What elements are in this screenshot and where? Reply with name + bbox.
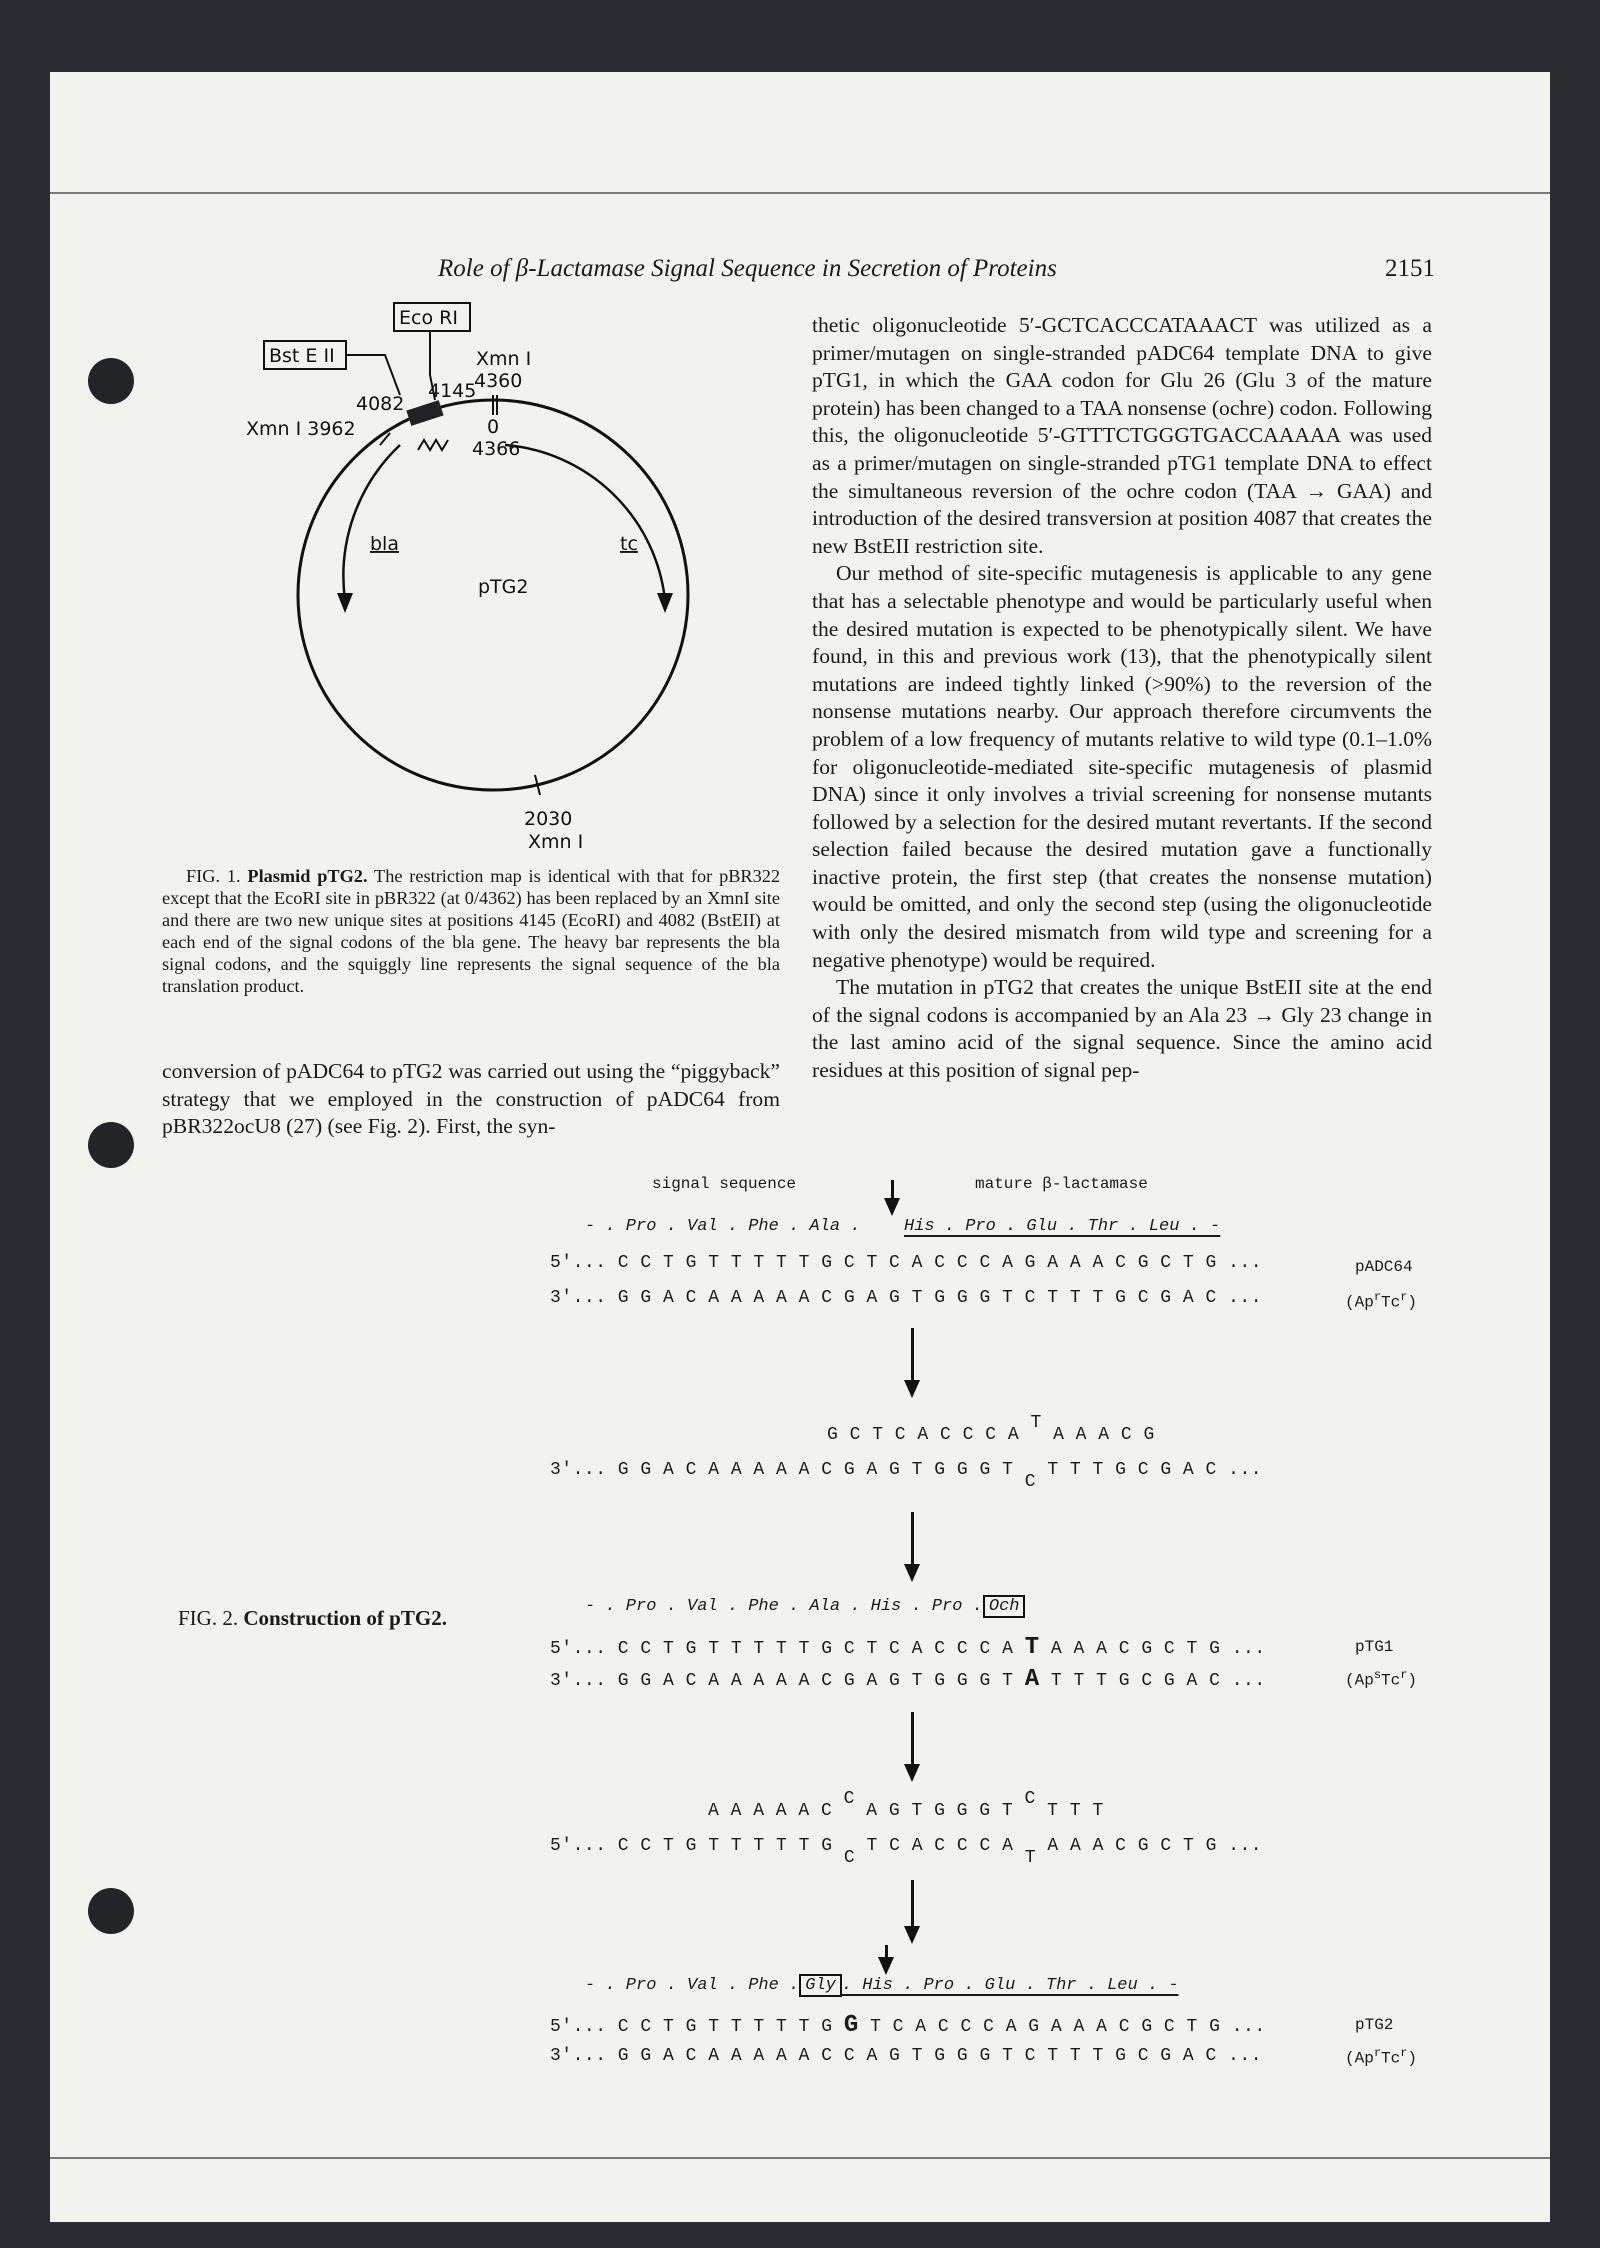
label-4366: 4366 [472,438,521,460]
label-2030: 2030 [524,808,573,830]
step-arrow-3-shaft [911,1712,914,1766]
binder-hole-top [88,358,134,404]
phenotype-ptg2: (Ap$^r$Tc$^r$) [1345,2046,1418,2068]
bottom-rule [50,2157,1550,2159]
label-xmn-left: Xmn I 3962 [246,418,356,440]
step-arrow-2 [904,1564,920,1582]
phenotype-padc64: (Ap$^r$Tc$^r$) [1345,1290,1418,1312]
label-xmn-top: Xmn I [476,348,532,370]
fig1-caption-title: Plasmid pTG2. [247,866,368,886]
right-paragraph-3: The mutation in pTG2 that creates the unique BstEII site at the end of the signal codons is accompanied by an Ala 23 → Gly 23 change in the last amino acid of the signal sequence. Since the amino acid residues at this position of signal pep- [812,975,1432,1083]
left-paragraph: conversion of pADC64 to pTG2 was carried out using the “piggyback” strategy that we employed in the construction of pADC64 from pBR322ocU8 (27) (see Fig. 2). First, the syn- [162,1059,780,1139]
fig1-caption-lead: FIG. 1. [186,866,241,886]
label-0: 0 [487,416,500,438]
step-arrow-1 [904,1380,920,1398]
step-arrow-4 [904,1926,920,1944]
cleavage-arrow-1-shaft [891,1180,894,1200]
seq-row-5-top: 5'... C C T G T T T T T G G T C A C C C A G A A A C G C T G ... [550,2012,1266,2039]
left-column [162,1058,780,1141]
right-paragraph-1: thetic oligonucleotide 5′-GCTCACCCATAAACT was utilized as a primer/mutagen on single-stranded pADC64 template DNA to give pTG1, in which the GAA codon for Glu 26 (Glu 3 of the mature protein) has been changed to a TAA nonsense (ochre) codon. Following this, the oligonucleotide 5′-GTTTCTGGGTGACCAAAAA was used as a primer/mutagen on single-stranded pTG1 template DNA to effect the simultaneous reversion of the ochre codon (TAA → GAA) and introduction of the desired transversion at position 4087 that creates the new BstEII restriction site. [812,313,1432,558]
fig2-caption [178,1606,447,1631]
signal-sequence-label: signal sequence [652,1175,797,1193]
gly-codon-box: Gly [799,1974,842,1997]
signal-codons-bar [406,400,443,426]
plasmid-map [240,295,710,855]
aa-row-1-mature: His . Pro . Glu . Thr . Leu . - [904,1217,1221,1236]
step-arrow-4-shaft [911,1880,914,1928]
running-header: Role of β-Lactamase Signal Sequence in Secretion of Proteins [438,255,1057,282]
page-number: 2151 [1385,255,1435,282]
label-xmn-bottom: Xmn I [528,831,584,853]
label-4360: 4360 [474,370,523,392]
mature-label: mature β-lactamase [975,1175,1148,1193]
oligo-2: A A A A A C C A G T G G G T C T T T [708,1789,1104,1821]
phenotype-ptg1: (Ap$^s$Tc$^r$) [1345,1668,1418,1690]
aa-row-1-signal: - . Pro . Val . Phe . Ala . [585,1217,861,1236]
step-arrow-2-shaft [911,1512,914,1566]
seq-row-2-bottom: 3'... G G A C A A A A A C G A G T G G G T C T T T G C G A C ... [550,1460,1263,1492]
aa-row-3: - . Pro . Val . Phe . Ala . His . Pro . Och [585,1597,1025,1616]
fig2-caption-title: Construction of pTG2. [243,1606,447,1630]
plasmid-name-ptg1: pTG1 [1355,1638,1394,1656]
aa-row-5: - . Pro . Val . Phe . Gly . His . Pro . Glu . Thr . Leu . - [585,1976,1179,1995]
right-column [812,312,1432,1085]
step-arrow-1-shaft [911,1328,914,1382]
label-4145: 4145 [428,380,477,402]
seq-row-1-top: 5'... C C T G T T T T T G C T C A C C C A G A A A C G C T G ... [550,1253,1263,1273]
bla-arrow [343,445,400,600]
top-rule [50,192,1550,194]
step-arrow-3 [904,1764,920,1782]
cleavage-arrow-1 [884,1198,900,1216]
ochre-codon-box: Och [983,1595,1026,1618]
signal-sequence-squiggle [418,440,448,450]
fig1-caption [162,865,780,997]
fig2-caption-lead: FIG. 2. [178,1606,239,1630]
seq-row-4-top: 5'... C C T G T T T T T G C T C A C C C A T A A A C G C T G ... [550,1836,1263,1868]
label-tc: tc [620,533,638,555]
label-bsteii: Bst E II [269,345,335,367]
fig1-caption-body: The restriction map is identical with that for pBR322 except that the EcoRI site in pBR322 (at 0/4362) has been replaced by an XmnI site and there are two new unique sites at positions 4145 (EcoRI) and 4082 (BstEII) at each end of the signal codons of the bla gene. The heavy bar represents the bla signal codons, and the squiggly line represents the signal sequence of the bla translation product. [162,866,781,996]
binder-hole-bottom [88,1888,134,1934]
seq-row-1-bottom: 3'... G G A C A A A A A C G A G T G G G T C T T T G C G A C ... [550,1288,1263,1308]
seq-row-5-bottom: 3'... G G A C A A A A A C C A G T G G G T C T T T G C G A C ... [550,2046,1263,2066]
oligo-1: G C T C A C C C A T A A A C G [827,1413,1155,1445]
label-ptg2: pTG2 [478,576,529,598]
seq-row-3-top: 5'... C C T G T T T T T G C T C A C C C A T A A A C G C T G ... [550,1634,1266,1661]
label-4082: 4082 [356,393,405,415]
cleavage-arrow-2 [878,1957,894,1975]
label-bla: bla [370,533,399,555]
label-ecori: Eco RI [399,307,458,329]
seq-row-3-bottom: 3'... G G A C A A A A A C G A G T G G G T A T T T G C G A C ... [550,1666,1266,1693]
right-paragraph-2: Our method of site-specific mutagenesis is applicable to any gene that has a selectable phenotype and would be particularly useful when the desired mutation is expected to be phenotypically silent. We have found, in this and previous work (13), that the phenotypically silent mutations are indeed tightly linked (>90%) to the reversion of the nonsense mutations nearby. Our approach therefore circumvents the problem of a low frequency of mutants relative to wild type (0.1–1.0% for oligonucleotide-mediated site-specific mutagenesis of plasmid DNA) since it only involves a trivial screening for nonsense mutants followed by a selection for the desired mutant revertants. If the second selection failed because the desired mutation gave a functionally inactive protein, the first step (that creates the nonsense mutation) would be omitted, and only the second step (using the oligonucleotide with only the desired mismatch from wild type and screening for a negative phenotype) would be required. [812,561,1432,972]
binder-hole-middle [88,1122,134,1168]
plasmid-name-padc64: pADC64 [1355,1258,1413,1276]
plasmid-name-ptg2: pTG2 [1355,2016,1394,2034]
